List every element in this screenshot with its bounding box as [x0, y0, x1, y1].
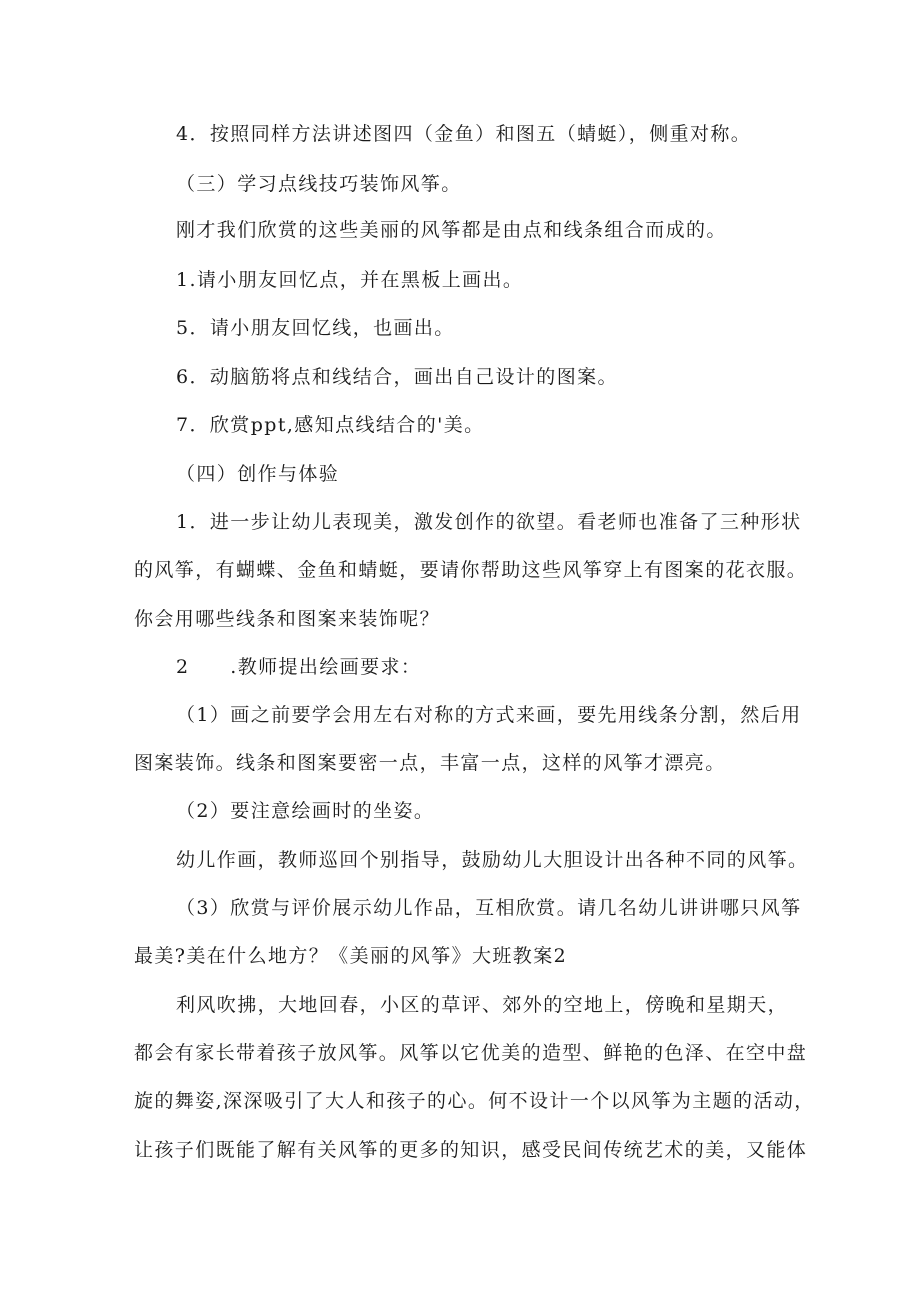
paragraph-line: 4．按照同样方法讲述图四（金鱼）和图五（蜻蜓），侧重对称。: [176, 123, 752, 145]
list-item: 5．请小朋友回忆线，也画出。: [176, 317, 455, 339]
list-item: 1．进一步让幼儿表现美，激发创作的欲望。看老师也准备了三种形状: [176, 511, 802, 533]
paragraph-line: 让孩子们既能了解有关风筝的更多的知识，感受民间传统艺术的美，又能体: [134, 1139, 808, 1161]
paragraph-line: 的风筝，有蝴蝶、金鱼和蜻蜓，要请你帮助这些风筝穿上有图案的花衣服。: [134, 559, 808, 581]
list-item: （1）画之前要学会用左右对称的方式来画，要先用线条分割，然后用: [176, 704, 802, 726]
paragraph-line: 你会用哪些线条和图案来装饰呢？: [134, 608, 441, 630]
section-heading: （四）创作与体验: [176, 463, 340, 485]
paragraph-line: 幼儿作画，教师巡回个别指导，鼓励幼儿大胆设计出各种不同的风筝。: [176, 849, 809, 871]
list-item: 6．动脑筋将点和线结合，画出自己设计的图案。: [176, 366, 618, 388]
paragraph-line: 都会有家长带着孩子放风筝。风筝以它优美的造型、鲜艳的色泽、在空中盘: [134, 1042, 808, 1064]
list-item: （3）欣赏与评价展示幼儿作品，互相欣赏。请几名幼儿讲讲哪只风筝: [176, 897, 802, 919]
paragraph-line: 最美?美在什么地方？《美丽的风筝》大班教案2: [134, 945, 568, 967]
list-item: 1.请小朋友回忆点，并在黑板上画出。: [176, 269, 524, 291]
paragraph-line: 刚才我们欣赏的这些美丽的风筝都是由点和线条组合而成的。: [176, 219, 727, 241]
list-item: 2 .教师提出绘画要求：: [176, 656, 422, 678]
paragraph-line: 图案装饰。线条和图案要密一点，丰富一点，这样的风筝才漂亮。: [134, 752, 726, 774]
list-item: 7．欣赏ppt,感知点线结合的'美。: [176, 414, 485, 436]
list-item: （2）要注意绘画时的坐姿。: [176, 800, 435, 822]
paragraph-line: 利风吹拂，大地回春，小区的草评、郊外的空地上，傍晚和星期天，: [176, 994, 789, 1016]
paragraph-line: 旋的舞姿,深深吸引了大人和孩子的心。何不设计一个以风筝为主题的活动，: [134, 1090, 815, 1112]
section-heading: （三）学习点线技巧装饰风筝。: [176, 173, 462, 195]
